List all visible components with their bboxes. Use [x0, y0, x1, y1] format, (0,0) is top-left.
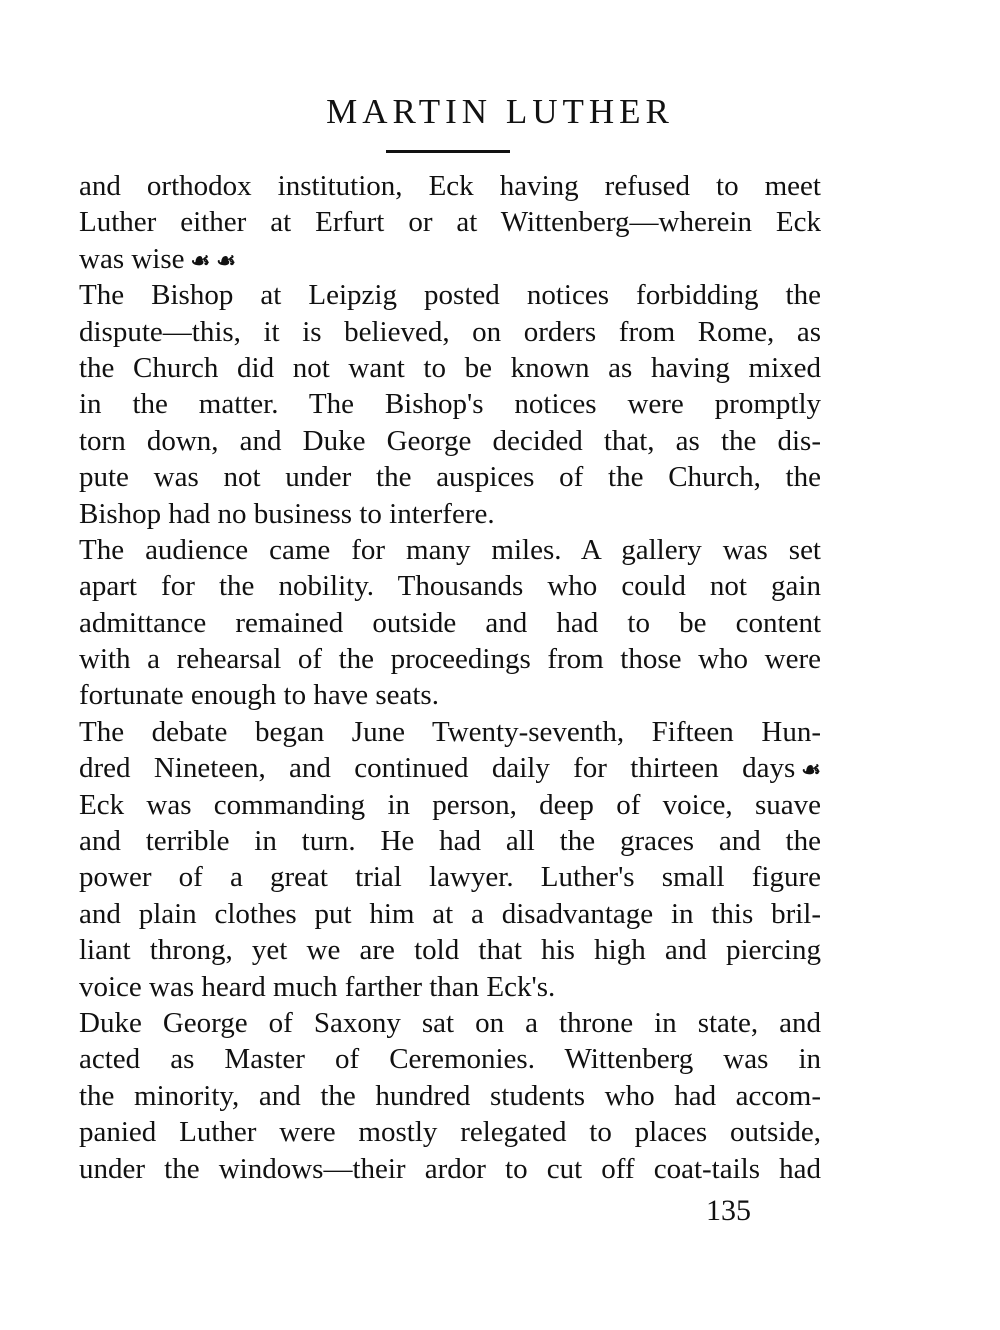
text-line: [79, 641, 821, 677]
text-line-content: dred Nineteen, and continued daily for thirteen days: [79, 752, 796, 785]
text-line-content: panied Luther were mostly relegated to places outside,: [79, 1116, 821, 1149]
text-line: [79, 969, 821, 1005]
text-line-content: pute was not under the auspices of the Church, the: [79, 461, 821, 494]
text-line: [79, 750, 821, 786]
text-line-content: and terrible in turn. He had all the graces and the: [79, 825, 821, 858]
text-line-content: Luther either at Erfurt or at Wittenberg—wherein Eck: [79, 206, 821, 239]
text-line: [79, 714, 821, 750]
text-line: [79, 496, 821, 532]
text-line-content: fortunate enough to have seats.: [79, 679, 439, 712]
text-line-content: with a rehearsal of the proceedings from those who were: [79, 643, 821, 676]
fleuron-icon: ☙: [801, 757, 821, 783]
text-line: [79, 1114, 821, 1150]
text-line-content: liant throng, yet we are told that his high and piercing: [79, 934, 821, 967]
text-line-content: voice was heard much farther than Eck's.: [79, 970, 556, 1003]
text-line-content: the minority, and the hundred students who had accom-: [79, 1079, 821, 1112]
running-head: MARTIN LUTHER: [326, 92, 674, 131]
text-line: [79, 896, 821, 932]
text-line-content: Bishop had no business to interfere.: [79, 497, 495, 530]
text-line-content: under the windows—their ardor to cut off coat-tails had: [79, 1152, 821, 1185]
text-line: [79, 1041, 821, 1077]
text-line: [79, 568, 821, 604]
text-line-content: and plain clothes put him at a disadvantage in this bril-: [79, 897, 821, 930]
text-line-content: The audience came for many miles. A gallery was set: [79, 533, 821, 566]
page-number: 135: [706, 1194, 751, 1227]
text-line: [79, 459, 821, 495]
text-line: [79, 1151, 821, 1187]
text-line: [79, 823, 821, 859]
text-line: [79, 314, 821, 350]
text-line: [79, 932, 821, 968]
text-line-content: the Church did not want to be known as having mixed: [79, 351, 821, 384]
text-line: [79, 1078, 821, 1114]
text-line: [79, 605, 821, 641]
text-line: [79, 241, 821, 277]
fleuron-icon: ☙: [190, 247, 211, 273]
text-line: [79, 859, 821, 895]
text-line-content: dispute—this, it is believed, on orders from Rome, as: [79, 315, 821, 348]
head-rule: [386, 150, 510, 153]
body-text: [79, 168, 821, 1187]
text-line: [79, 1005, 821, 1041]
text-line-content: in the matter. The Bishop's notices were promptly: [79, 388, 821, 421]
text-line-content: was wise: [79, 242, 185, 275]
text-line-content: apart for the nobility. Thousands who could not gain: [79, 570, 821, 603]
text-line-content: Eck was commanding in person, deep of voice, suave: [79, 788, 821, 821]
text-line: [79, 350, 821, 386]
text-line-content: admittance remained outside and had to be content: [79, 606, 821, 639]
fleuron-icon: ☙: [216, 247, 236, 273]
text-line: [79, 423, 821, 459]
text-line: [79, 677, 821, 713]
text-line: [79, 168, 821, 204]
text-line: [79, 386, 821, 422]
text-line: [79, 532, 821, 568]
text-line-content: and orthodox institution, Eck having refused to meet: [79, 170, 821, 202]
text-line-content: Duke George of Saxony sat on a throne in state, and: [79, 1006, 821, 1039]
text-line: [79, 204, 821, 240]
text-line: [79, 787, 821, 823]
text-line: [79, 277, 821, 313]
text-line-content: The Bishop at Leipzig posted notices forbidding the: [79, 279, 821, 312]
text-line-content: torn down, and Duke George decided that, as the dis-: [79, 424, 821, 457]
text-line-content: The debate began June Twenty-seventh, Fifteen Hun-: [79, 715, 821, 748]
text-line-content: power of a great trial lawyer. Luther's small figure: [79, 861, 821, 894]
text-line-content: acted as Master of Ceremonies. Wittenberg was in: [79, 1043, 821, 1076]
